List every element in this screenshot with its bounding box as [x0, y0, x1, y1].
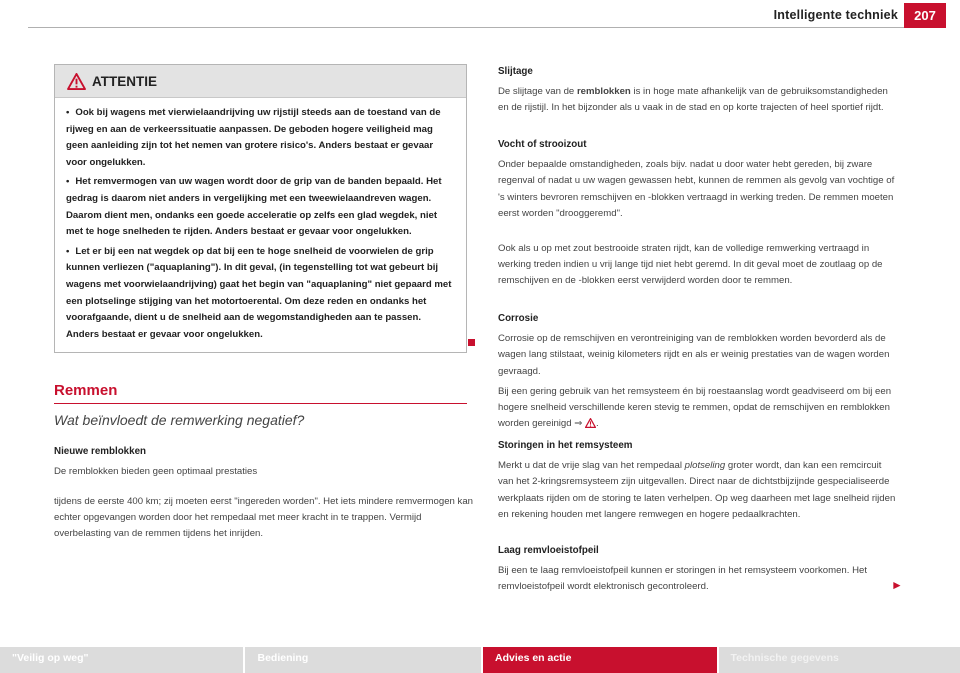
block-heading: Vocht of strooizout	[498, 139, 587, 150]
block-text: Bij een gering gebruik van het remsysteem én bij roestaanslag wordt geadviseerd om bij een hogere snelheid verschillende keren stevig te remmen, opdat de remschijven en remblokken worden gereinigd ⇒ .	[498, 386, 892, 430]
attention-item: • Ook bij wagens met vierwielaandrijving uw rijstijl steeds aan de toestand van de rijweg en aan de verkeerssituatie aanpassen. De geboden hogere veiligheid mag geen aanleiding zijn tot het nemen van grotere risico's. Anders bestaat er gevaar voor ongelukken.	[66, 107, 441, 168]
bullet-icon: •	[66, 245, 70, 257]
block-heading: Nieuwe remblokken	[54, 446, 147, 457]
bullet-icon: •	[66, 176, 70, 188]
attention-body	[55, 98, 466, 352]
left-column	[54, 64, 467, 353]
header-rule	[28, 27, 914, 28]
section-end-marker	[468, 339, 475, 346]
block-text: Merkt u dat de vrije slag van het rempedaal plotseling groter wordt, dan kan een remcircuit van het 2-kringsremsysteem zijn uitgevallen. Direct naar de dichtstbijzijnde gespecialiseerde werkplaats rijden om de storing te laten verhelpen. Op weg daarheen met lage snelheid rijden en rekening houden met langere remwegen en hogere pedaalkrachten.	[498, 460, 896, 520]
tab-veilig-op-weg[interactable]: "Veilig op weg"	[0, 647, 243, 673]
attention-item: • Het remvermogen van uw wagen wordt door de grip van de banden bepaald. Het gedrag is daarom niet anders in vergelijking met een tweewielaandreven wagen. Daarom dient men, ondanks een goede acceleratie op zelfs een glad wegdek, niet met te hoge snelheden te rijden. Anders bestaat er gevaar voor ongelukken.	[66, 176, 442, 238]
next-page-arrow-icon[interactable]: ►	[891, 578, 903, 592]
wear-block	[498, 64, 898, 117]
block-text: De remblokken bieden geen optimaal prestaties	[54, 466, 258, 478]
warning-link-icon[interactable]	[585, 418, 596, 428]
bullet-icon: •	[66, 107, 70, 118]
moisture-block	[498, 137, 898, 222]
block-heading: Corrosie	[498, 313, 539, 324]
block-text: Onder bepaalde omstandigheden, zoals bijv. nadat u door water hebt gereden, bij zware regenval of nadat u uw wagen gewassen hebt, kunnen de remmen als gevolg van vochtige of 's winters bevroren remschijven en -blokken vertraagd in werking treden. De remmen moeten eerst worden "drooggeremd".	[498, 159, 895, 219]
attention-item: • Let er bij een nat wegdek op dat bij een te hoge snelheid de voorwielen de grip kunnen verliezen ("aquaplaning"). In dit geval, (in tegenstelling tot wat gebeurt bij wagens met voorwielaandrijving) gaat het begin van "aquaplaning" niet gepaard met een plotselinge stijging van het motortoerental. Om deze reden en ondanks het voorafgaande, dient u de snelheid aan de wegomstandigheden aan te passen. Anders bestaat er gevaar voor ongelukken.	[66, 245, 452, 340]
new-brake-pads-block	[54, 444, 474, 480]
tab-technische-gegevens[interactable]: Technische gegevens	[719, 647, 960, 673]
chapter-title: Intelligente techniek	[773, 8, 898, 22]
section-rule	[54, 403, 467, 404]
running-in-block	[54, 494, 474, 543]
block-heading: Laag remvloeistofpeil	[498, 545, 599, 556]
low-use-block	[498, 384, 898, 433]
block-text: tijdens de eerste 400 km; zij moeten eerst "ingereden worden". Het iets mindere remvermogen kan echter opgevangen worden door het rempedaal met meer kracht in te trappen. Vermijd overbelasting van de remmen tijdens het inrijden.	[54, 496, 474, 540]
warning-triangle-icon	[67, 73, 86, 90]
page-header	[0, 0, 960, 28]
attention-header	[55, 65, 466, 98]
block-text: Corrosie op de remschijven en verontreiniging van de remblokken worden bevorderd als de wagen lang stilstaat, weinig kilometers rijdt en als er weinig prestaties van de wagen worden gevraagd.	[498, 333, 890, 377]
footer-nav	[0, 647, 960, 673]
low-fluid-block	[498, 543, 898, 596]
salt-block	[498, 241, 898, 290]
block-text: Bij een te laag remvloeistofpeil kunnen er storingen in het remsysteem voorkomen. Het remvloeistofpeil wordt elektronisch gecontroleerd.	[498, 565, 868, 593]
block-heading: Storingen in het remsysteem	[498, 440, 633, 451]
section-subtitle: Wat beïnvloedt de remwerking negatief?	[54, 412, 305, 428]
tab-advies-en-actie[interactable]: Advies en actie	[483, 647, 717, 673]
tab-bediening[interactable]: Bediening	[245, 647, 481, 673]
corrosion-block	[498, 311, 898, 380]
attention-title: ATTENTIE	[92, 73, 157, 89]
brake-fault-block	[498, 438, 898, 523]
block-text: De slijtage van de remblokken is in hoge mate afhankelijk van de gebruiksomstandigheden en de rijstijl. In het bijzonder als u vaak in de stad en op korte trajecten of heel sportief rijdt.	[498, 86, 888, 114]
page-number: 207	[904, 3, 946, 28]
block-heading: Slijtage	[498, 66, 533, 77]
section-title: Remmen	[54, 382, 118, 399]
block-text: Ook als u op met zout bestrooide straten rijdt, kan de volledige remwerking vertraagd in werking treden indien u vrij lange tijd niet hebt geremd. In dit geval moet de zoutlaag op de remschijven en de -blokken eerst verwijderd worden door te remmen.	[498, 243, 883, 287]
attention-box	[54, 64, 467, 353]
